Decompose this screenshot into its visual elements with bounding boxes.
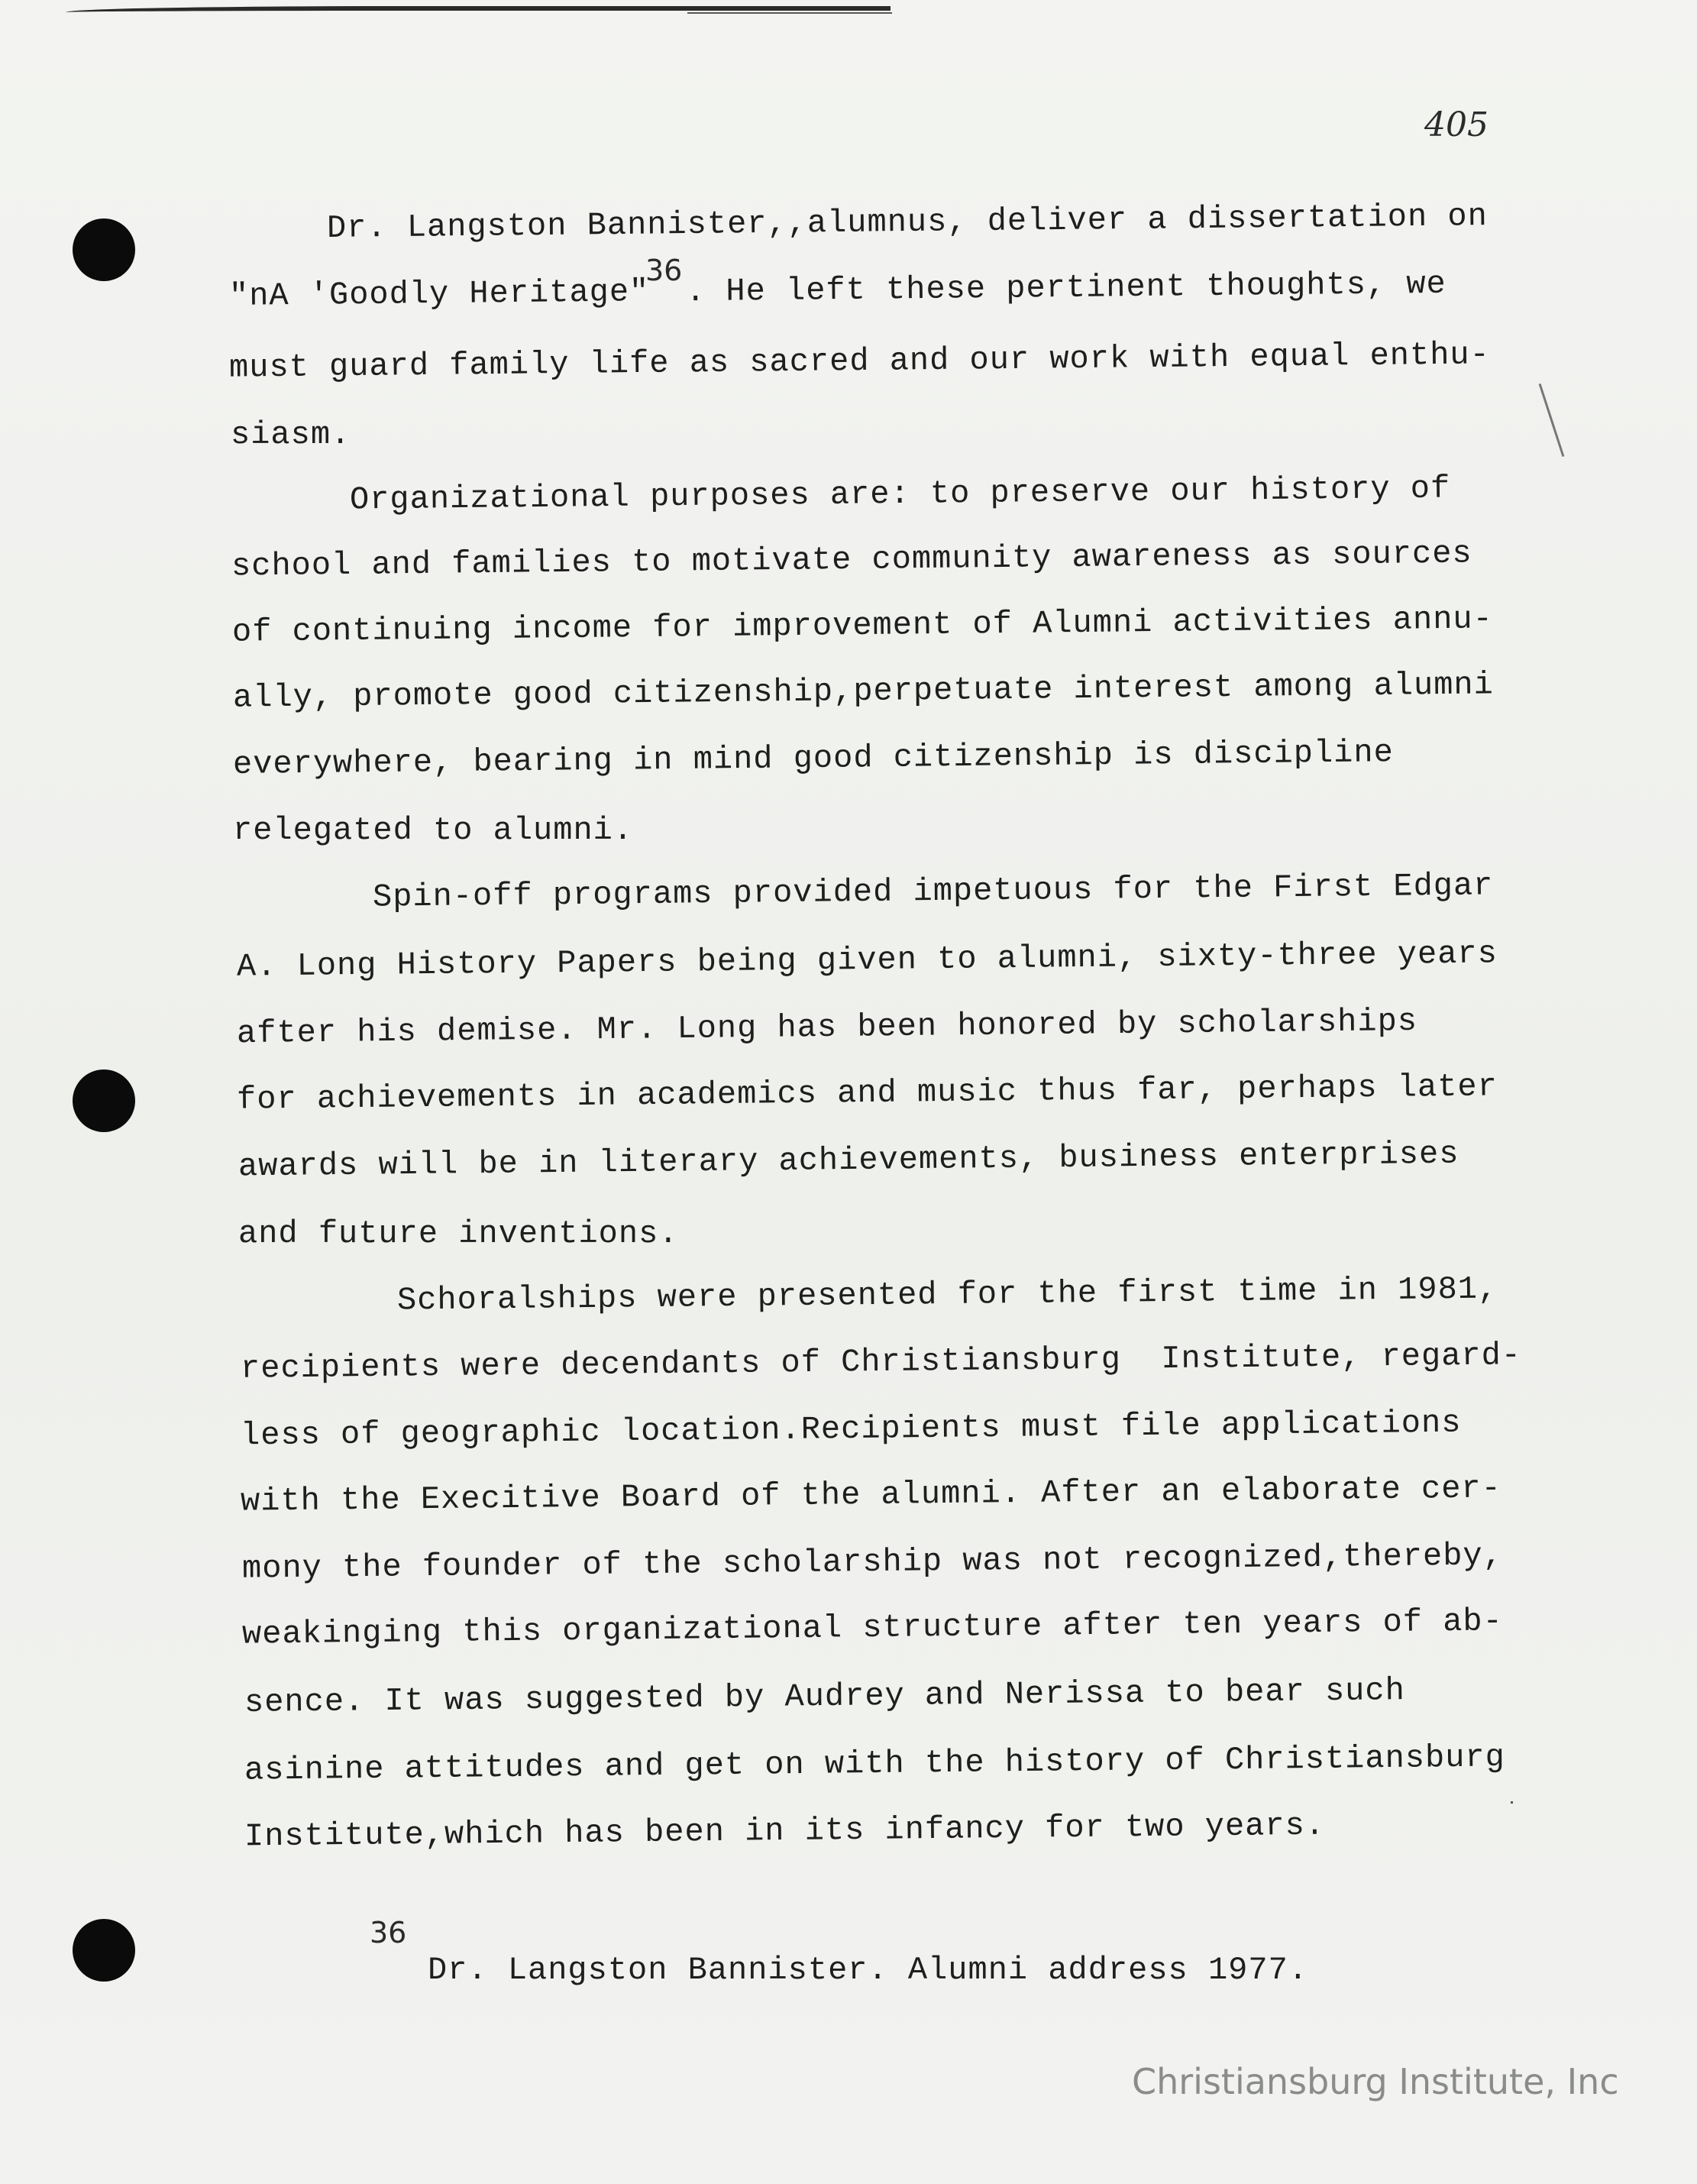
body-line: of continuing income for improvement of Alumni activities annu-: [231, 600, 1494, 651]
body-line: Institute,which has been in its infancy for two years.: [244, 1807, 1326, 1856]
body-line: mony the founder of the scholarship was not recognized,thereby,: [241, 1537, 1504, 1587]
watermark: Christiansburg Institute, Inc: [1132, 2061, 1619, 2102]
body-line: sence. It was suggested by Audrey and Nerissa to bear such: [244, 1672, 1406, 1721]
body-line: Schoralships were presented for the first time in 1981,: [396, 1270, 1498, 1319]
body-line: for achievements in academics and music thus far, perhaps later: [236, 1068, 1498, 1118]
body-line: less of geographic location.Recipients must file applications: [240, 1404, 1462, 1454]
footnote-reference: 36: [645, 254, 683, 287]
body-line: must guard family life as sacred and our work with equal enthu-: [228, 336, 1491, 387]
footnote-marker: 36: [370, 1916, 407, 1949]
body-line: "nA 'Goodly Heritage": [228, 273, 650, 315]
body-line: A. Long History Papers being given to alumni, sixty-three years: [236, 935, 1498, 985]
body-line: Dr. Langston Bannister,,alumnus, deliver a dissertation on: [326, 198, 1489, 247]
body-line: relegated to alumni.: [233, 812, 634, 849]
body-line: siasm.: [231, 416, 351, 453]
body-line: recipients were decendants of Christiansburg Institute, regard-: [240, 1337, 1522, 1387]
scan-speck: [1511, 1801, 1513, 1804]
body-line: and future inventions.: [238, 1215, 679, 1252]
footnote-text: Dr. Langston Bannister. Alumni address 1977.: [428, 1952, 1308, 1988]
body-line: Spin-off programs provided impetuous for the First Edgar: [372, 867, 1494, 916]
top-rule-tail: [687, 12, 892, 14]
top-rule: [66, 6, 891, 21]
body-line: Organizational purposes are: to preserve our history of: [349, 470, 1451, 519]
body-line: asinine attitudes and get on with the history of Christiansburg: [244, 1739, 1506, 1789]
punch-hole-bottom: [73, 1919, 135, 1982]
punch-hole-middle: [73, 1069, 135, 1132]
body-line: school and families to motivate community awareness as sources: [231, 535, 1472, 585]
body-line: everywhere, bearing in mind good citizenship is discipline: [232, 734, 1395, 783]
body-line: weakinging this organizational structure after ten years of ab-: [241, 1603, 1504, 1653]
body-line: with the Execitive Board of the alumni. After an elaborate cer-: [240, 1470, 1502, 1520]
body-line: ally, promote good citizenship,perpetuate interest among alumni: [232, 666, 1495, 717]
body-line: . He left these pertinent thoughts, we: [685, 265, 1446, 311]
scan-mark: [1539, 383, 1565, 457]
page-number: 405: [1424, 105, 1489, 144]
punch-hole-top: [73, 218, 135, 281]
body-line: awards will be in literary achievements, business enterprises: [238, 1135, 1459, 1186]
body-line: after his demise. Mr. Long has been honored by scholarships: [236, 1002, 1418, 1053]
